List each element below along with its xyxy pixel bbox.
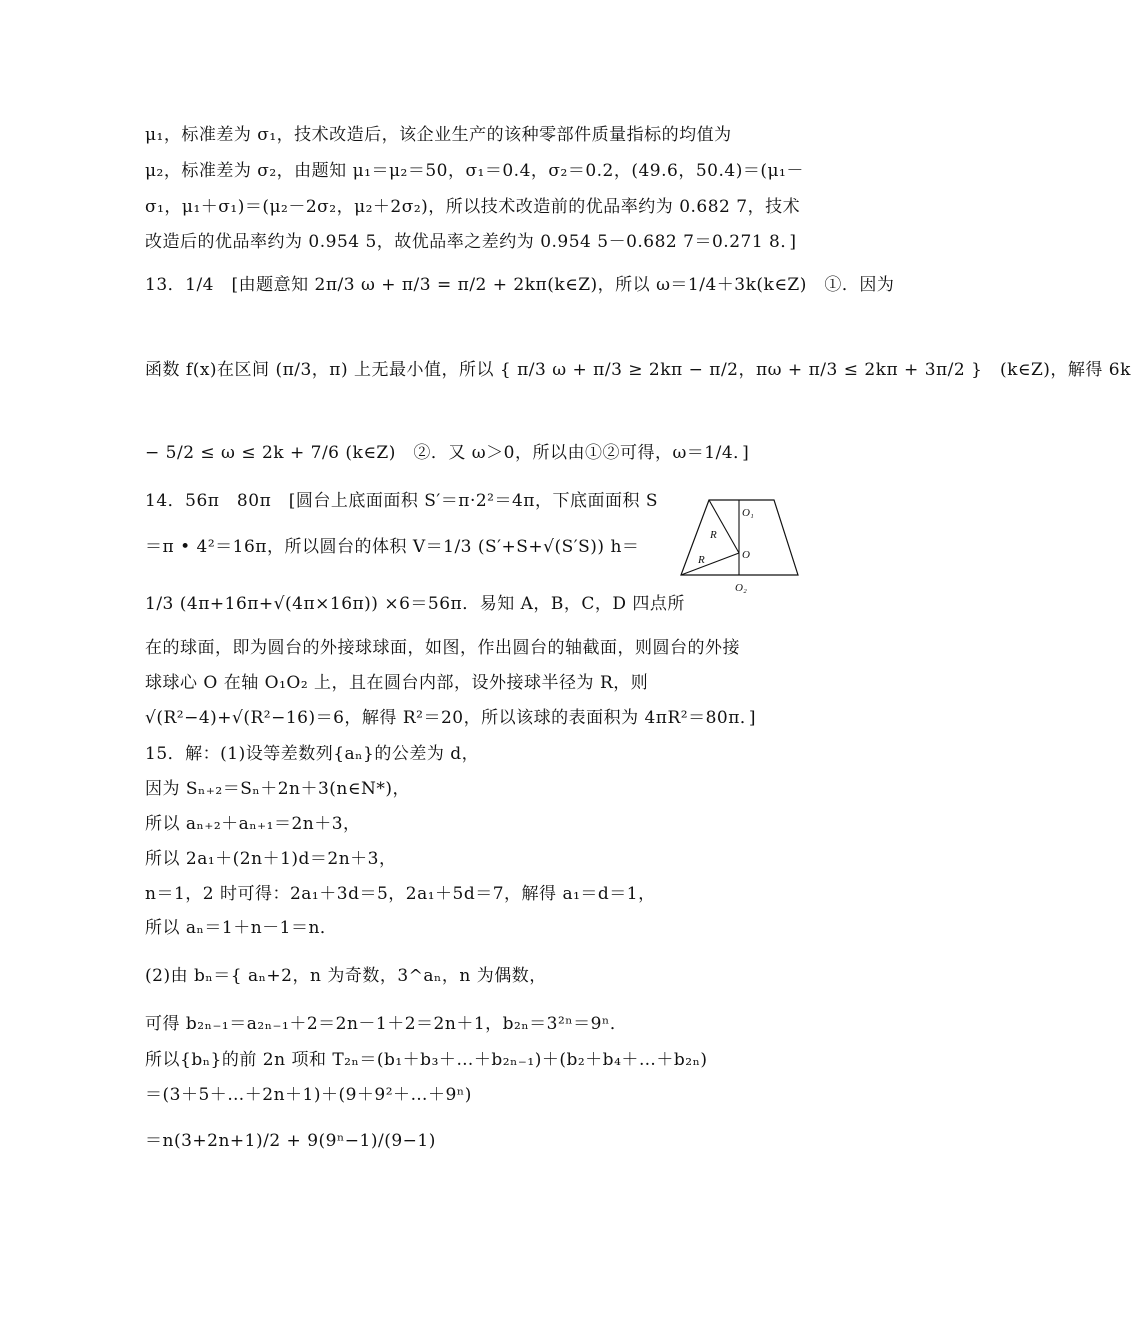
frustum-diagram (678, 496, 803, 596)
text-line: 在的球面，即为圆台的外接球球面，如图，作出圆台的轴截面，则圆台的外接 (145, 638, 740, 658)
text-line: 所以 aₙ＝1＋n－1＝n． (145, 918, 338, 938)
problem-15-heading: 15．解：(1)设等差数列{aₙ}的公差为 d， (145, 744, 480, 764)
text-line: 因为 Sₙ₊₂＝Sₙ＋2n＋3(n∈N*)， (145, 779, 410, 799)
text-line: − 5/2 ≤ ω ≤ 2k + 7/6 (k∈Z) ②．又 ω＞0，所以由①②可得，ω＝1/4．] (145, 443, 750, 463)
problem-13-answer: 13．1/4 [由题意知 2π/3 ω + π/3 = π/2 + 2kπ(k∈Z)，所以 ω＝1/4＋3k(k∈Z) ①．因为 (145, 275, 895, 295)
text-line: 球球心 O 在轴 O₁O₂ 上，且在圆台内部，设外接球半径为 R，则 (145, 673, 649, 693)
text-line: μ₁，标准差为 σ₁，技术改造后，该企业生产的该种零部件质量指标的均值为 (145, 125, 732, 145)
text-line: 改造后的优品率约为 0.954 5，故优品率之差约为 0.954 5－0.682 7＝0.271 8．] (145, 232, 797, 252)
text-line: μ₂，标准差为 σ₂，由题知 μ₁＝μ₂＝50，σ₁＝0.4，σ₂＝0.2，(49.6，50.4)＝(μ₁－ (145, 161, 804, 181)
text-line: 1/3 (4π+16π+√(4π×16π)) ×6＝56π．易知 A，B，C，D 四点所 (145, 594, 685, 614)
text-line: √(R²−4)+√(R²−16)＝6，解得 R²＝20，所以该球的表面积为 4πR²＝80π．] (145, 708, 757, 728)
frustum-axial-section-figure (678, 496, 803, 596)
radius-to-top (709, 500, 739, 553)
label-o: O (742, 549, 750, 561)
label-r-top: R (710, 529, 717, 541)
text-line: 所以{bₙ}的前 2n 项和 T₂ₙ＝(b₁＋b₃＋…＋b₂ₙ₋₁)＋(b₂＋b₄＋…＋b₂ₙ) (145, 1050, 708, 1070)
problem-14-answer: 14．56π 80π [圆台上底面面积 S′＝π·2²＝4π，下底面面积 S (145, 491, 659, 511)
text-line: 所以 aₙ₊₂＋aₙ₊₁＝2n＋3， (145, 814, 361, 834)
text-line: ＝(3＋5＋…＋2n＋1)＋(9＋9²＋…＋9ⁿ) (145, 1085, 472, 1105)
label-o1: O₁ (742, 507, 754, 519)
text-line: 所以 2a₁＋(2n＋1)d＝2n＋3， (145, 849, 397, 869)
text-line: 可得 b₂ₙ₋₁＝a₂ₙ₋₁＋2＝2n－1＋2＝2n＋1，b₂ₙ＝3²ⁿ＝9ⁿ． (145, 1014, 628, 1034)
text-line: ＝π • 4²＝16π，所以圆台的体积 V＝1/3 (S′+S+√(S′S)) h＝ (145, 537, 640, 557)
text-line: (2)由 bₙ＝{ aₙ+2，n 为奇数，3^aₙ，n 为偶数， (145, 966, 547, 986)
text-line: 函数 f(x)在区间 (π/3，π) 上无最小值，所以 { π/3 ω + π/3 ≥ 2kπ − π/2，πω + π/3 ≤ 2kπ + 3π/2 } (k∈Z)，解得 6k (145, 360, 1131, 380)
text-line: σ₁，μ₁＋σ₁)＝(μ₂－2σ₂，μ₂＋2σ₂)，所以技术改造前的优品率约为 0.682 7，技术 (145, 197, 801, 217)
label-r-bottom: R (698, 554, 705, 566)
radius-to-bottom (681, 553, 739, 575)
label-o2: O₂ (735, 582, 747, 594)
text-line: n＝1，2 时可得：2a₁＋3d＝5，2a₁＋5d＝7，解得 a₁＝d＝1， (145, 884, 656, 904)
text-line: ＝n(3+2n+1)/2 + 9(9ⁿ−1)/(9−1) (145, 1131, 436, 1151)
